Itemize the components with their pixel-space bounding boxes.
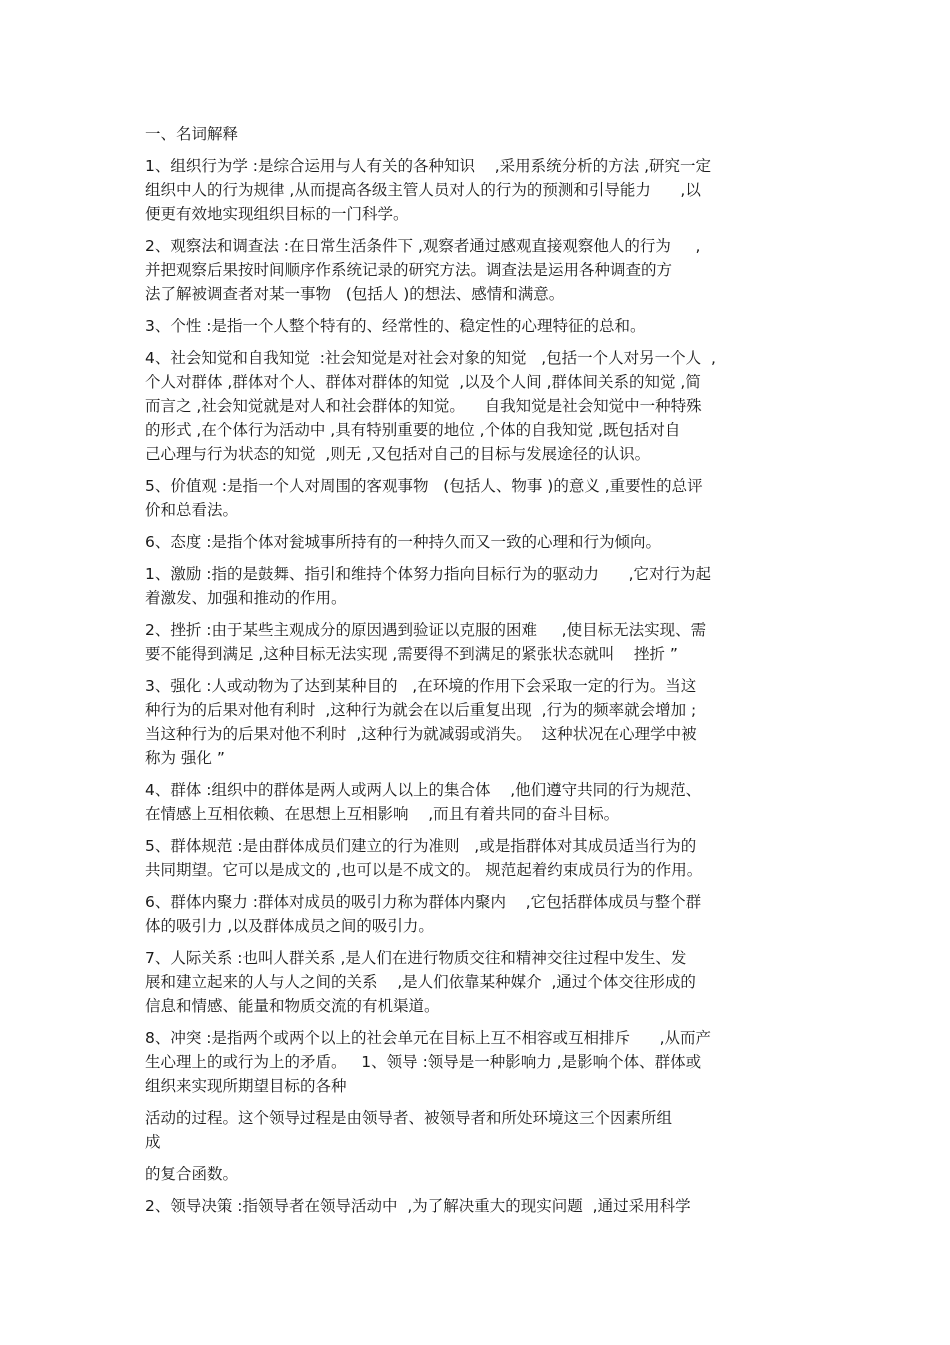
text-line: 当这种行为的后果对他不利时 ,这种行为就减弱或消失。 这种状况在心理学中被 <box>145 725 697 743</box>
paragraph <box>145 346 800 466</box>
text-line: 6、态度 :是指个体对瓮城事所持有的一种持久而又一致的心理和行为倾向。 <box>145 533 662 551</box>
text-line: 6、群体内聚力 :群体对成员的吸引力称为群体内聚内 ,它包括群体成员与整个群 <box>145 893 702 911</box>
text-line: 1、激励 :指的是鼓舞、指引和维持个体努力指向目标行为的驱动力 ,它对行为起 <box>145 565 712 583</box>
text-line: 7、人际关系 :也叫人群关系 ,是人们在进行物质交往和精神交往过程中发生、发 <box>145 949 687 967</box>
text-line: 3、个性 :是指一个人整个特有的、经常性的、稳定性的心理特征的总和。 <box>145 317 646 335</box>
text-line: 种行为的后果对他有利时 ,这种行为就会在以后重复出现 ,行为的频率就会增加 ; <box>145 701 697 719</box>
text-line: 共同期望。它可以是成文的 ,也可以是不成文的。 规范起着约束成员行为的作用。 <box>145 861 703 879</box>
text-line: 活动的过程。这个领导过程是由领导者、被领导者和所处环境这三个因素所组 <box>145 1109 673 1127</box>
paragraph <box>145 314 800 338</box>
text-line: 4、社会知觉和自我知觉 :社会知觉是对社会对象的知觉 ,包括一个人对另一个人 , <box>145 349 716 367</box>
paragraph-list <box>145 154 800 1218</box>
text-line: 价和总看法。 <box>145 501 239 519</box>
text-line: 便更有效地实现组织目标的一门科学。 <box>145 205 409 223</box>
paragraph <box>145 234 800 306</box>
text-line: 而言之 ,社会知觉就是对人和社会群体的知觉。 自我知觉是社会知觉中一种特殊 <box>145 397 702 415</box>
text-line: 成 <box>145 1133 161 1151</box>
text-line: 2、挫折 :由于某些主观成分的原因遇到验证以克服的困难 ,使目标无法实现、需 <box>145 621 707 639</box>
text-line: 称为 强化 ” <box>145 749 225 767</box>
paragraph <box>145 530 800 554</box>
text-line: 2、观察法和调查法 :在日常生活条件下 ,观察者通过感观直接观察他人的行为 , <box>145 237 701 255</box>
text-line: 生心理上的或行为上的矛盾。 1、领导 :领导是一种影响力 ,是影响个体、群体或 <box>145 1053 702 1071</box>
text-line: 己心理与行为状态的知觉 ,则无 ,又包括对自己的目标与发展途径的认识。 <box>145 445 651 463</box>
text-line: 并把观察后果按时间顺序作系统记录的研究方法。调查法是运用各种调查的方 <box>145 261 673 279</box>
text-line: 组织中人的行为规律 ,从而提高各级主管人员对人的行为的预测和引导能力 ,以 <box>145 181 701 199</box>
text-line: 展和建立起来的人与人之间的关系 ,是人们依靠某种媒介 ,通过个体交往形成的 <box>145 973 696 991</box>
paragraph <box>145 778 800 826</box>
text-line: 的形式 ,在个体行为活动中 ,具有特别重要的地位 ,个体的自我知觉 ,既包括对自 <box>145 421 681 439</box>
text-line: 5、群体规范 :是由群体成员们建立的行为准则 ,或是指群体对其成员适当行为的 <box>145 837 697 855</box>
text-line: 8、冲突 :是指两个或两个以上的社会单元在目标上互不相容或互相排斥 ,从而产 <box>145 1029 712 1047</box>
text-line: 法了解被调查者对某一事物 (包括人 )的想法、感情和满意。 <box>145 285 565 303</box>
paragraph <box>145 674 800 770</box>
text-line: 5、价值观 :是指一个人对周围的客观事物 (包括人、物事 )的意义 ,重要性的总评 <box>145 477 703 495</box>
paragraph <box>145 154 800 226</box>
text-line: 2、领导决策 :指领导者在领导活动中 ,为了解决重大的现实问题 ,通过采用科学 <box>145 1197 691 1215</box>
text-line: 的复合函数。 <box>145 1165 239 1183</box>
text-line: 4、群体 :组织中的群体是两人或两人以上的集合体 ,他们遵守共同的行为规范、 <box>145 781 702 799</box>
paragraph <box>145 890 800 938</box>
paragraph <box>145 946 800 1018</box>
section-heading: 一、名词解释 <box>145 125 239 143</box>
paragraph <box>145 1106 800 1154</box>
paragraph <box>145 1162 800 1186</box>
text-line: 着激发、加强和推动的作用。 <box>145 589 347 607</box>
text-line: 要不能得到满足 ,这种目标无法实现 ,需要得不到满足的紧张状态就叫 挫折 ” <box>145 645 678 663</box>
paragraph <box>145 1194 800 1218</box>
text-line: 3、强化 :人或动物为了达到某种目的 ,在环境的作用下会采取一定的行为。当这 <box>145 677 697 695</box>
text-line: 在情感上互相依赖、在思想上互相影响 ,而且有着共同的奋斗目标。 <box>145 805 620 823</box>
text-line: 个人对群体 ,群体对个人、群体对群体的知觉 ,以及个人间 ,群体间关系的知觉 ,简 <box>145 373 701 391</box>
text-line: 信息和情感、能量和物质交流的有机渠道。 <box>145 997 440 1015</box>
paragraph <box>145 474 800 522</box>
text-line: 组织来实现所期望目标的各种 <box>145 1077 347 1095</box>
text-line: 1、组织行为学 :是综合运用与人有关的各种知识 ,采用系统分析的方法 ,研究一定 <box>145 157 712 175</box>
text-line: 体的吸引力 ,以及群体成员之间的吸引力。 <box>145 917 434 935</box>
paragraph <box>145 1026 800 1098</box>
paragraph <box>145 834 800 882</box>
paragraph <box>145 562 800 610</box>
paragraph <box>145 618 800 666</box>
document-body <box>145 122 800 1226</box>
